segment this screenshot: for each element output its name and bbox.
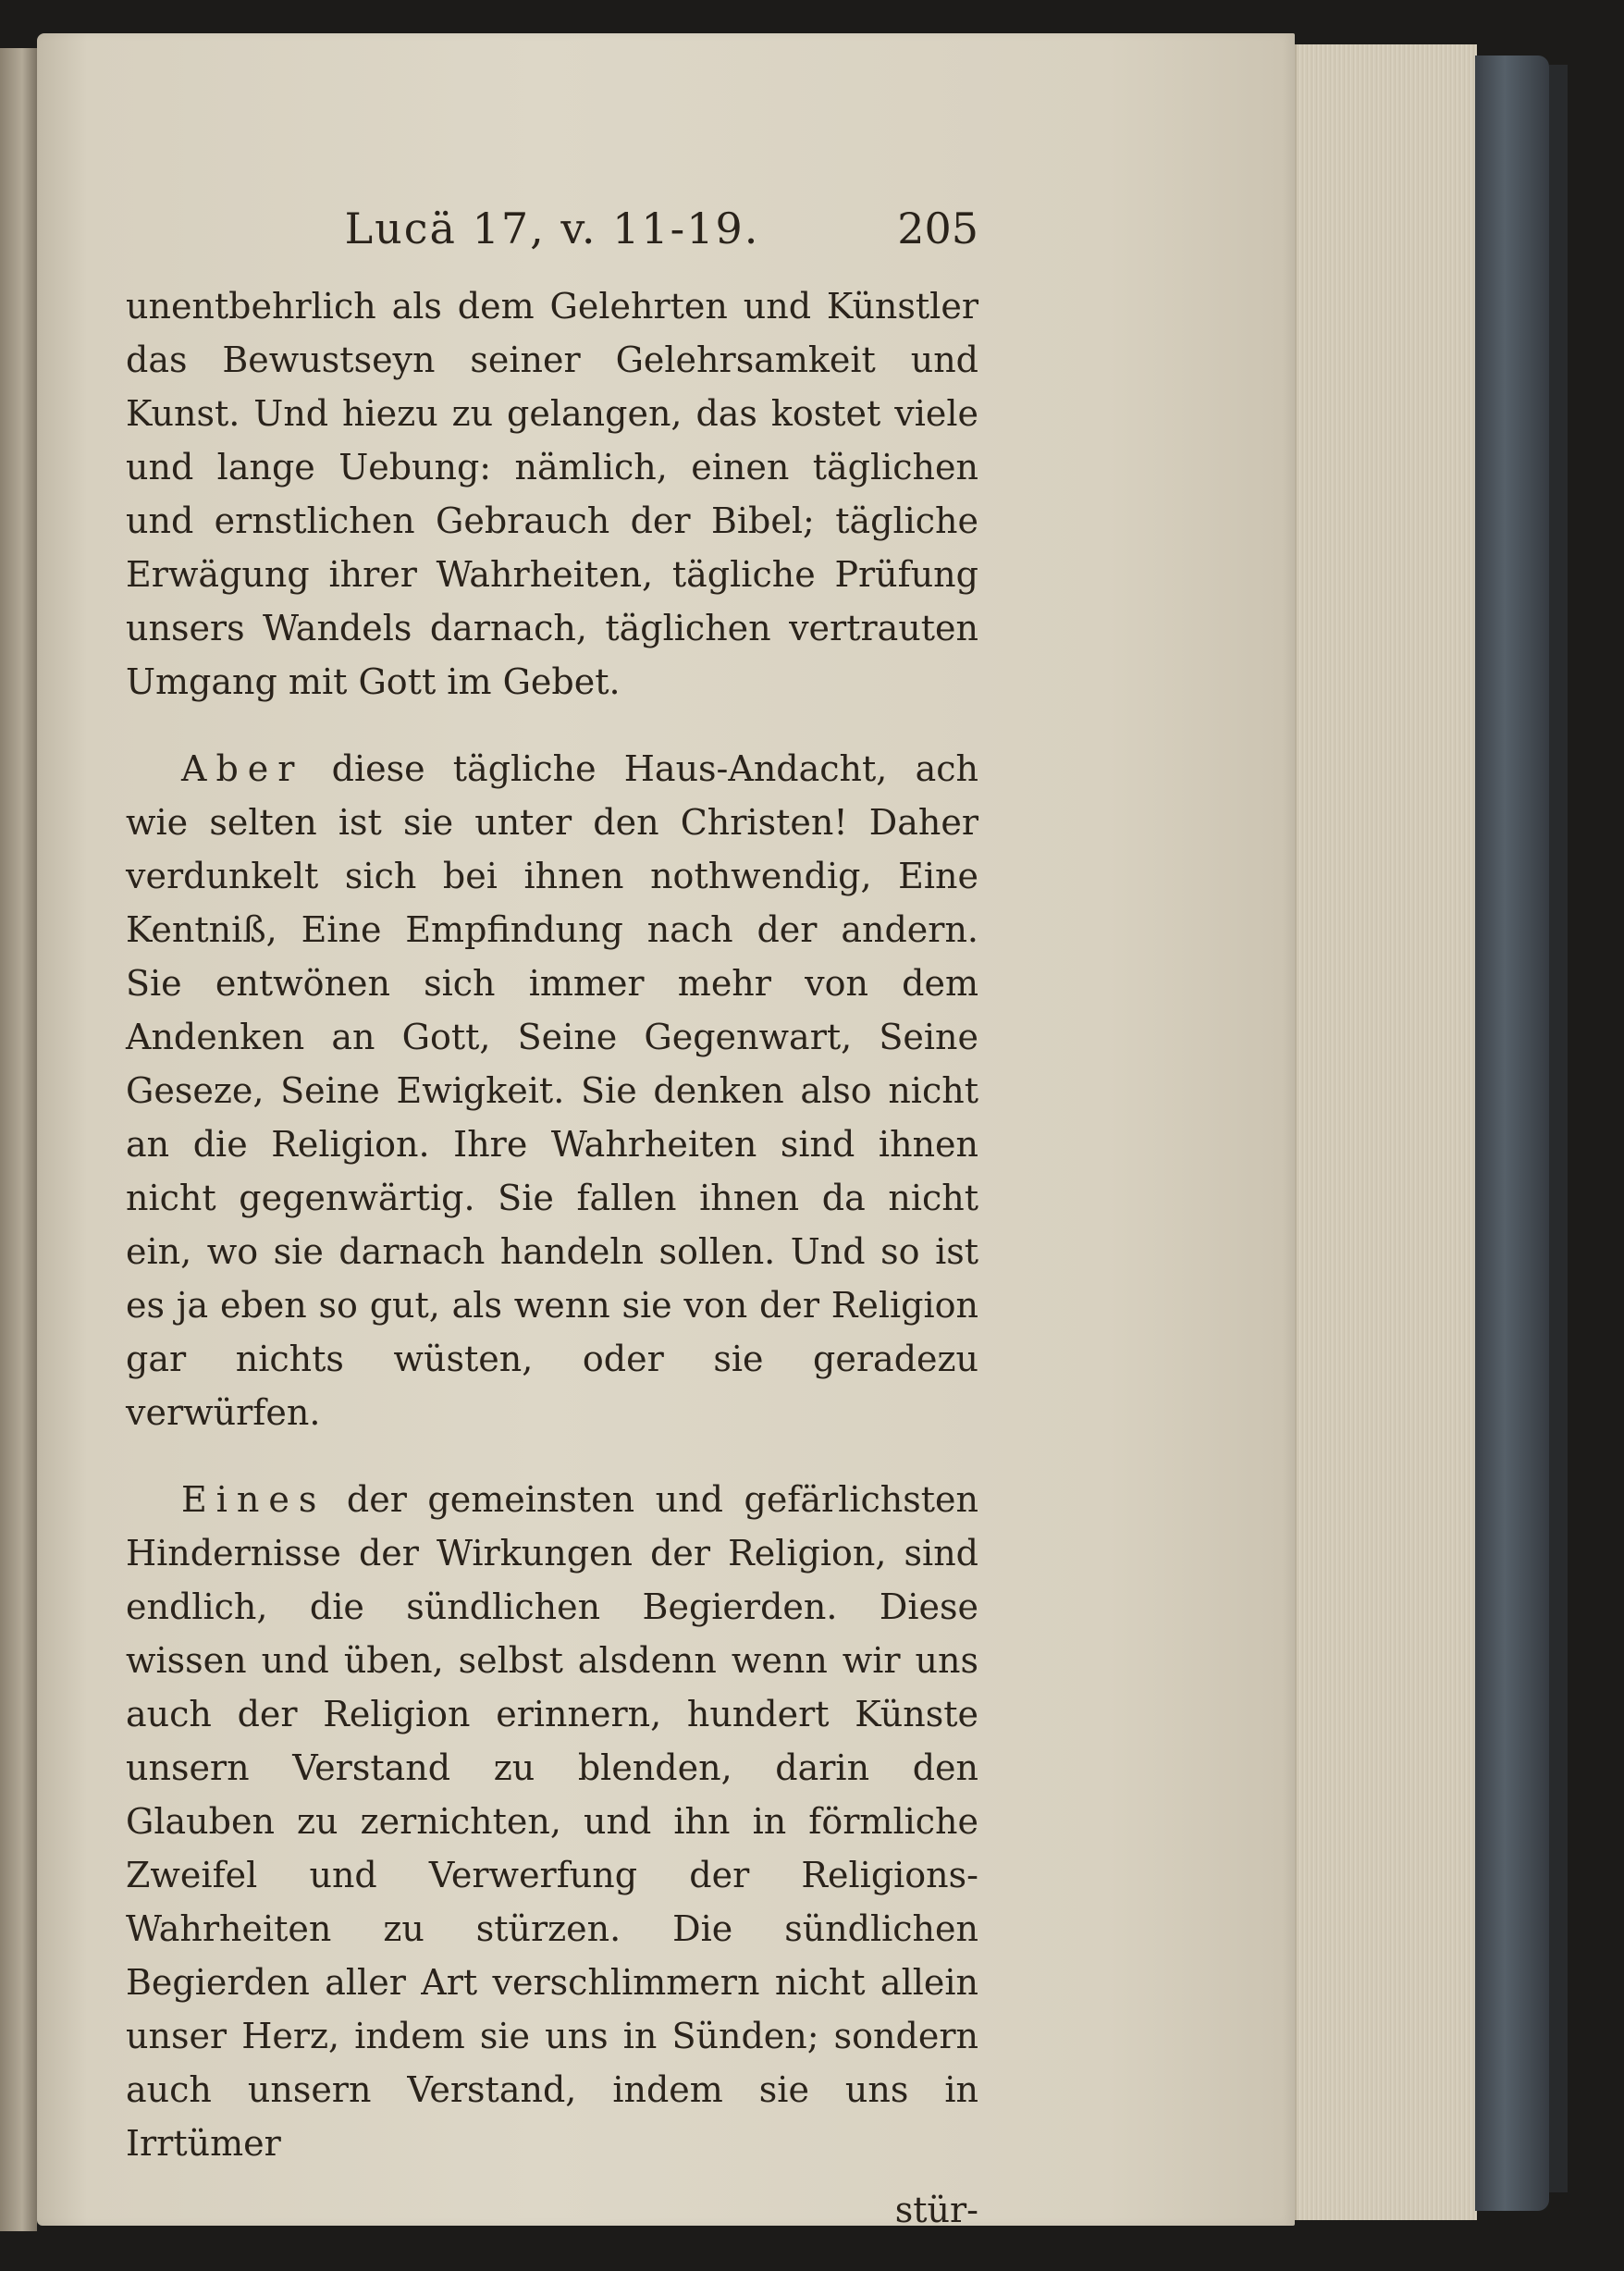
facing-page-edge [0,48,37,2231]
cover-edge [1549,65,1568,2192]
paragraph-3-text: der gemeinsten und gefärlichsten Hindernisse der Wirkungen der Religion, sind endlich, die sündlichen Begierden. Diese wissen und üben, selbst alsdenn wenn wir uns auch der Religion erinnern, hundert Künste unsern Verstand zu blenden, darin den Glauben zu zernichten, und ihn in förmliche Zweifel und Verwerfung der Religions-Wahrheiten zu stürzen. Die sündlichen Begierden aller Art verschlimmern nicht allein unser Herz, indem sie uns in Sünden; sondern auch unsern Verstand, indem sie uns in Irrtümer [126,1479,978,2164]
paragraph-1 [126,279,978,709]
paragraph-3 [126,1473,978,2170]
paragraph-2 [126,742,978,1439]
paragraph-2-text: diese tägliche Haus-Andacht, ach wie selten ist sie unter den Christen! Daher verdunkelt sich bei ihnen nothwendig, Eine Kentniß, Eine Empfindung nach der andern. Sie entwönen sich immer mehr von dem Andenken an Gott, Seine Gegenwart, Seine Geseze, Seine Ewigkeit. Sie denken also nicht an die Religion. Ihre Wahrheiten sind ihnen nicht gegenwärtig. Sie fallen ihnen da nicht ein, wo sie darnach handeln sollen. Und so ist es ja eben so gut, als wenn sie von der Religion gar nichts wüsten, oder sie geradezu verwürfen. [126,748,978,1433]
page-text [126,202,978,2237]
catchword: stür- [894,2190,978,2230]
paragraph-1-text: unentbehrlich als dem Gelehrten und Künstler das Bewustseyn seiner Gelehrsamkeit und Kunst. Und hiezu zu gelangen, das kostet viele und lange Uebung: nämlich, einen täglichen und ernstlichen Gebrauch der Bibel; tägliche Erwägung ihrer Wahrheiten, tägliche Prüfung unsers Wandels darnach, täglichen vertrauten Umgang mit Gott im Gebet. [126,286,978,702]
page-number: 205 [897,204,978,253]
running-head-title: Lucä 17, v. 11-19. [344,204,760,253]
page-block-edges [1295,44,1477,2220]
paragraph-3-lead: Eines [181,1479,326,1520]
running-head [126,202,978,255]
paragraph-2-lead: Aber [181,748,304,789]
book-cover [1475,56,1549,2211]
